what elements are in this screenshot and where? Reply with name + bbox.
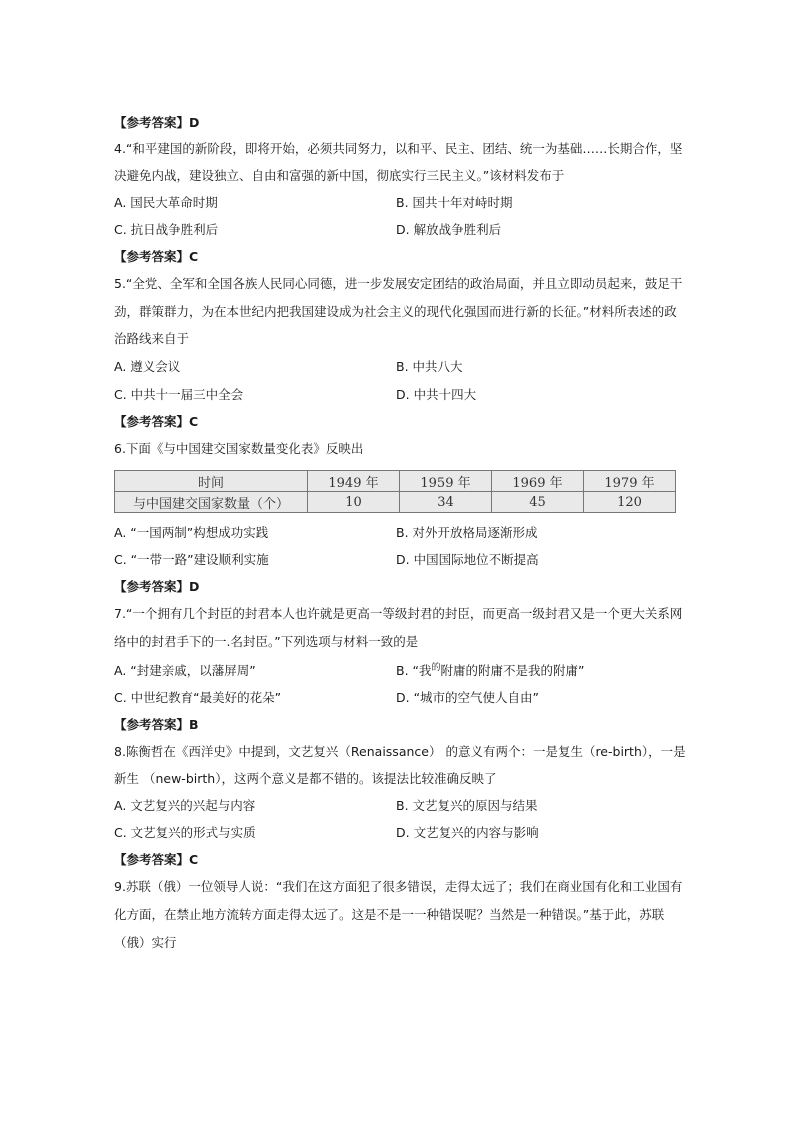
q5-answer: 【参考答案】C bbox=[114, 414, 199, 429]
q6-stem: 6.下面《与中国建交国家数量变化表》反映出 bbox=[114, 441, 364, 456]
q9-stem-line1: 9.苏联（俄）一位领导人说：“我们在这方面犯了很多错误，走得太远了；我们在商业国有化和工业国有 bbox=[114, 879, 683, 894]
q8-stem-line2: 新生 （new-birth），这两个意义是都不错的。该提法比较准确反映了 bbox=[114, 771, 497, 786]
table-row bbox=[115, 492, 676, 513]
q6-option-b: B. 对外开放格局逐渐形成 bbox=[396, 525, 538, 540]
q5-stem-line2: 劲，群策群力，为在本世纪内把我国建设成为社会主义的现代化强国而进行新的长征。”材料所表述的政 bbox=[114, 304, 677, 319]
q7-option-b-part2: 附庸的附庸不是我的附庸” bbox=[440, 663, 585, 678]
q8-option-d: D. 文艺复兴的内容与影响 bbox=[396, 825, 539, 840]
table-cell: 34 bbox=[400, 492, 492, 513]
q5-option-c: C. 中共十一届三中全会 bbox=[114, 387, 244, 402]
q7-option-c: C. 中世纪教育“最美好的花朵” bbox=[114, 690, 282, 705]
q9-stem-line3: （俄）实行 bbox=[114, 935, 177, 950]
q7-answer: 【参考答案】B bbox=[114, 717, 199, 732]
q6-option-d: D. 中国国际地位不断提高 bbox=[396, 552, 539, 567]
table-cell: 与中国建交国家数量（个） bbox=[115, 492, 308, 513]
q4-option-d: D. 解放战争胜利后 bbox=[396, 222, 502, 237]
q6-answer: 【参考答案】D bbox=[114, 579, 200, 594]
table-header-cell: 1979 年 bbox=[584, 471, 676, 492]
q8-option-a: A. 文艺复兴的兴起与内容 bbox=[114, 798, 256, 813]
q7-option-b bbox=[396, 662, 585, 682]
q7-option-b-part1: B. “我 bbox=[396, 663, 432, 678]
diplomatic-relations-table bbox=[114, 470, 676, 513]
q6-option-c: C. “一带一路”建设顺利实施 bbox=[114, 552, 269, 567]
table-header-cell: 时间 bbox=[115, 471, 308, 492]
q4-stem-line2: 决避免内战，建设独立、自由和富强的新中国，彻底实行三民主义。”该材料发布于 bbox=[114, 168, 565, 183]
q7-option-d: D. “城市的空气使人自由” bbox=[396, 690, 540, 705]
q4-answer: 【参考答案】C bbox=[114, 249, 199, 264]
table-header-cell: 1959 年 bbox=[400, 471, 492, 492]
q6-option-a: A. “一国两制”构想成功实践 bbox=[114, 525, 269, 540]
q8-option-c: C. 文艺复兴的形式与实质 bbox=[114, 825, 256, 840]
q8-stem-line1: 8.陈衡哲在《西洋史》中提到，文艺复兴（Renaissance） 的意义有两个：一是复生（re-birth），一是 bbox=[114, 744, 686, 759]
q7-stem-line1: 7.“一个拥有几个封臣的封君本人也许就是更高一等级封君的封臣，而更高一级封君又是一个更大关系网 bbox=[114, 606, 683, 621]
table-cell: 120 bbox=[584, 492, 676, 513]
q5-stem-line1: 5.“全党、全军和全国各族人民同心同德，进一步发展安定团结的政治局面，并且立即动员起来，鼓足干 bbox=[114, 276, 683, 291]
q8-option-b: B. 文艺复兴的原因与结果 bbox=[396, 798, 538, 813]
table-header-cell: 1969 年 bbox=[492, 471, 584, 492]
table-row bbox=[115, 471, 676, 492]
q4-option-b: B. 国共十年对峙时期 bbox=[396, 195, 513, 210]
q9-stem-line2: 化方面，在禁止地方流转方面走得太远了。这是不是一一种错误呢？当然是一种错误。”基于此，苏联 bbox=[114, 907, 665, 922]
q7-option-a: A. “封建亲戚，以藩屏周” bbox=[114, 663, 256, 678]
q4-stem-line1: 4.“和平建国的新阶段，即将开始，必须共同努力，以和平、民主、团结、统一为基础……长期合作，坚 bbox=[114, 141, 683, 156]
q5-option-d: D. 中共十四大 bbox=[396, 387, 477, 402]
q7-option-b-superscript: 的 bbox=[431, 663, 441, 673]
table-cell: 10 bbox=[308, 492, 400, 513]
table-header-cell: 1949 年 bbox=[308, 471, 400, 492]
q5-stem-line3: 治路线来自于 bbox=[114, 331, 190, 346]
q5-option-a: A. 遵义会议 bbox=[114, 359, 181, 374]
q3-answer: 【参考答案】D bbox=[114, 115, 200, 130]
q5-option-b: B. 中共八大 bbox=[396, 359, 463, 374]
q7-stem-line2: 络中的封君手下的一.名封臣。”下列选项与材料一致的是 bbox=[114, 634, 419, 649]
q8-answer: 【参考答案】C bbox=[114, 852, 199, 867]
q4-option-a: A. 国民大革命时期 bbox=[114, 195, 218, 210]
table-cell: 45 bbox=[492, 492, 584, 513]
q4-option-c: C. 抗日战争胜利后 bbox=[114, 222, 219, 237]
